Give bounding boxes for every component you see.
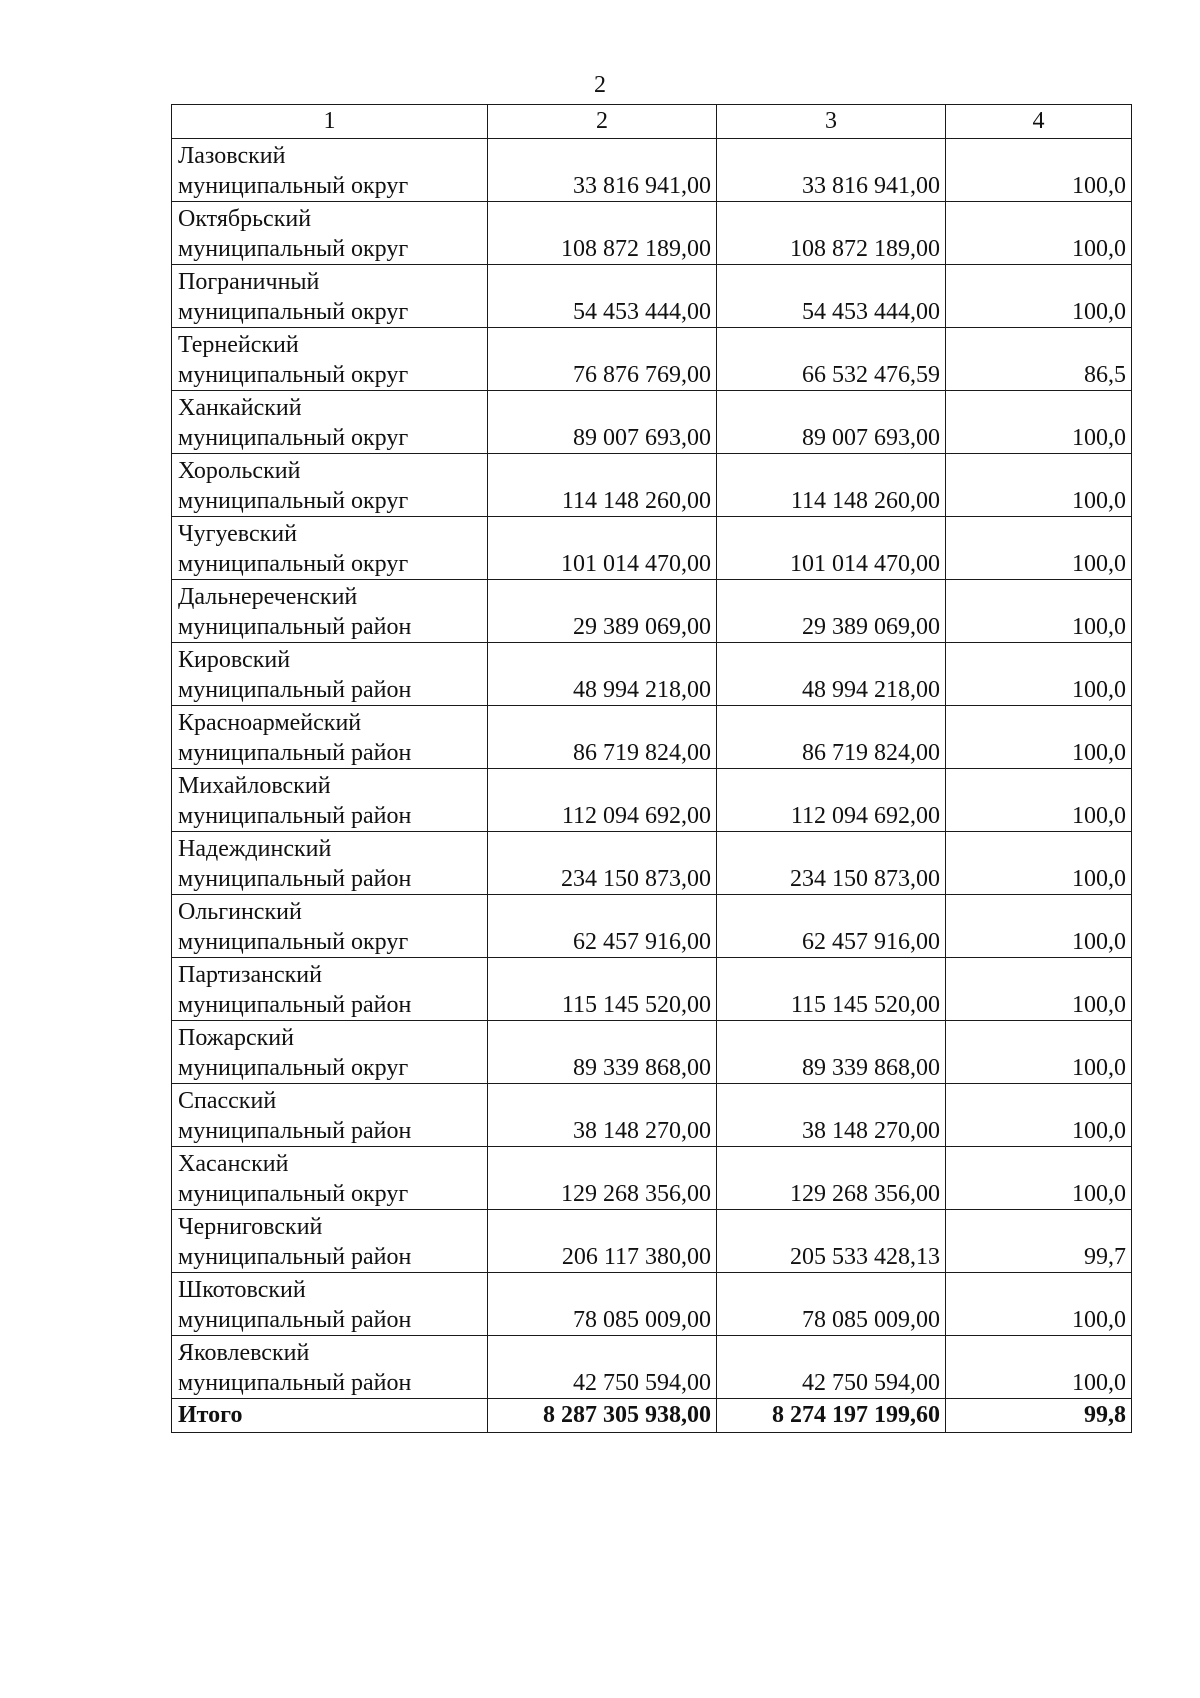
municipality-type: муниципальный округ [178,929,409,955]
municipality-name-line-1: Пожарский [178,1025,294,1051]
value-col-3: 114 148 260,00 [717,454,946,517]
value-col-3: 33 816 941,00 [717,139,946,202]
value-col-2: 89 007 693,00 [488,391,717,454]
value-col-4: 100,0 [946,895,1132,958]
municipality-name-line-1: Надеждинский [178,836,332,862]
municipality-type: муниципальный район [178,740,412,766]
value-col-2: 206 117 380,00 [488,1210,717,1273]
municipality-type: муниципальный округ [178,488,409,514]
page-number: 2 [594,72,606,98]
value-col-3: 54 453 444,00 [717,265,946,328]
total-row [172,1399,1132,1433]
value-col-2: 234 150 873,00 [488,832,717,895]
municipality-type: муниципальный округ [178,1055,409,1081]
municipality-type: муниципальный район [178,677,412,703]
table-row [172,706,1132,769]
value-col-2: 129 268 356,00 [488,1147,717,1210]
value-col-4: 100,0 [946,202,1132,265]
municipality-name-line-1: Михайловский [178,773,331,799]
value-col-4: 100,0 [946,643,1132,706]
municipality-name [172,1273,488,1336]
municipality-name-line-1: Тернейский [178,332,299,358]
value-col-2: 89 339 868,00 [488,1021,717,1084]
value-col-3: 101 014 470,00 [717,517,946,580]
municipality-type: муниципальный округ [178,299,409,325]
value-col-2: 48 994 218,00 [488,643,717,706]
table-row [172,1336,1132,1399]
value-col-2: 115 145 520,00 [488,958,717,1021]
table-row [172,517,1132,580]
value-col-2: 108 872 189,00 [488,202,717,265]
table-row [172,328,1132,391]
value-col-3: 78 085 009,00 [717,1273,946,1336]
header-row [172,105,1132,139]
value-col-3: 62 457 916,00 [717,895,946,958]
value-col-2: 86 719 824,00 [488,706,717,769]
municipality-type: муниципальный округ [178,362,409,388]
municipality-name-line-1: Хасанский [178,1151,289,1177]
table-row [172,958,1132,1021]
municipality-name [172,643,488,706]
value-col-2: 78 085 009,00 [488,1273,717,1336]
header-col-2: 2 [488,105,717,139]
municipality-name [172,1084,488,1147]
value-col-2: 33 816 941,00 [488,139,717,202]
value-col-3: 48 994 218,00 [717,643,946,706]
municipality-name-line-1: Пограничный [178,269,320,295]
municipality-name [172,517,488,580]
value-col-4: 100,0 [946,706,1132,769]
report-table [171,104,1132,1433]
value-col-3: 66 532 476,59 [717,328,946,391]
municipality-name [172,454,488,517]
municipality-name-line-1: Кировский [178,647,291,673]
municipality-name [172,895,488,958]
value-col-3: 29 389 069,00 [717,580,946,643]
total-col-4: 99,8 [946,1399,1132,1433]
value-col-4: 100,0 [946,1021,1132,1084]
table-row [172,202,1132,265]
municipality-name [172,832,488,895]
municipality-type: муниципальный округ [178,236,409,262]
value-col-4: 100,0 [946,265,1132,328]
municipality-name-line-1: Дальнереченский [178,584,358,610]
municipality-name-line-1: Ханкайский [178,395,302,421]
table-row [172,1210,1132,1273]
municipality-name [172,328,488,391]
value-col-4: 100,0 [946,580,1132,643]
municipality-type: муниципальный район [178,1370,412,1396]
value-col-3: 115 145 520,00 [717,958,946,1021]
municipality-name-line-1: Ольгинский [178,899,302,925]
value-col-2: 114 148 260,00 [488,454,717,517]
municipality-type: муниципальный район [178,1118,412,1144]
value-col-3: 89 007 693,00 [717,391,946,454]
value-col-4: 100,0 [946,1273,1132,1336]
value-col-2: 62 457 916,00 [488,895,717,958]
municipality-name [172,1021,488,1084]
value-col-4: 100,0 [946,1084,1132,1147]
table-row [172,1021,1132,1084]
municipality-name-line-1: Яковлевский [178,1340,310,1366]
municipality-name [172,139,488,202]
value-col-2: 38 148 270,00 [488,1084,717,1147]
municipality-type: муниципальный район [178,992,412,1018]
value-col-3: 86 719 824,00 [717,706,946,769]
municipality-name-line-1: Шкотовский [178,1277,306,1303]
table-row [172,643,1132,706]
municipality-name [172,1336,488,1399]
municipality-name [172,391,488,454]
municipality-type: муниципальный округ [178,1181,409,1207]
table-row [172,1273,1132,1336]
municipality-name-line-1: Октябрьский [178,206,312,232]
table-row [172,1084,1132,1147]
table-row [172,895,1132,958]
municipality-name [172,1147,488,1210]
value-col-3: 108 872 189,00 [717,202,946,265]
municipality-type: муниципальный округ [178,551,409,577]
value-col-3: 205 533 428,13 [717,1210,946,1273]
value-col-4: 100,0 [946,1147,1132,1210]
value-col-2: 29 389 069,00 [488,580,717,643]
total-col-3: 8 274 197 199,60 [717,1399,946,1433]
table-row [172,454,1132,517]
value-col-3: 89 339 868,00 [717,1021,946,1084]
table-footer [172,1399,1132,1433]
value-col-3: 234 150 873,00 [717,832,946,895]
table-row [172,139,1132,202]
table-row [172,1147,1132,1210]
table-body [172,139,1132,1399]
municipality-name-line-1: Хорольский [178,458,301,484]
municipality-name [172,706,488,769]
value-col-4: 100,0 [946,517,1132,580]
total-col-2: 8 287 305 938,00 [488,1399,717,1433]
value-col-4: 100,0 [946,454,1132,517]
table-header [172,105,1132,139]
table-row [172,265,1132,328]
municipality-name [172,958,488,1021]
table-row [172,832,1132,895]
municipality-type: муниципальный район [178,1244,412,1270]
municipality-name-line-1: Чугуевский [178,521,297,547]
value-col-3: 129 268 356,00 [717,1147,946,1210]
municipality-type: муниципальный округ [178,425,409,451]
municipality-name [172,265,488,328]
value-col-4: 100,0 [946,769,1132,832]
municipality-type: муниципальный район [178,803,412,829]
value-col-2: 54 453 444,00 [488,265,717,328]
municipality-type: муниципальный район [178,1307,412,1333]
value-col-3: 42 750 594,00 [717,1336,946,1399]
value-col-4: 100,0 [946,832,1132,895]
municipality-name-line-1: Спасский [178,1088,277,1114]
table-row [172,580,1132,643]
header-col-4: 4 [946,105,1132,139]
value-col-4: 86,5 [946,328,1132,391]
value-col-4: 100,0 [946,391,1132,454]
municipality-name-line-1: Лазовский [178,143,286,169]
value-col-2: 101 014 470,00 [488,517,717,580]
value-col-4: 99,7 [946,1210,1132,1273]
municipality-name [172,580,488,643]
header-col-1: 1 [172,105,488,139]
municipality-type: муниципальный округ [178,173,409,199]
municipality-name [172,202,488,265]
table-row [172,391,1132,454]
value-col-3: 38 148 270,00 [717,1084,946,1147]
value-col-3: 112 094 692,00 [717,769,946,832]
municipality-name-line-1: Красноармейский [178,710,362,736]
value-col-4: 100,0 [946,958,1132,1021]
value-col-2: 112 094 692,00 [488,769,717,832]
municipality-name-line-1: Партизанский [178,962,322,988]
value-col-4: 100,0 [946,139,1132,202]
header-col-3: 3 [717,105,946,139]
value-col-2: 76 876 769,00 [488,328,717,391]
municipality-name-line-1: Черниговский [178,1214,323,1240]
municipality-name [172,1210,488,1273]
value-col-4: 100,0 [946,1336,1132,1399]
value-col-2: 42 750 594,00 [488,1336,717,1399]
municipality-type: муниципальный район [178,866,412,892]
total-label: Итого [172,1399,488,1433]
municipality-name [172,769,488,832]
municipality-type: муниципальный район [178,614,412,640]
table-row [172,769,1132,832]
